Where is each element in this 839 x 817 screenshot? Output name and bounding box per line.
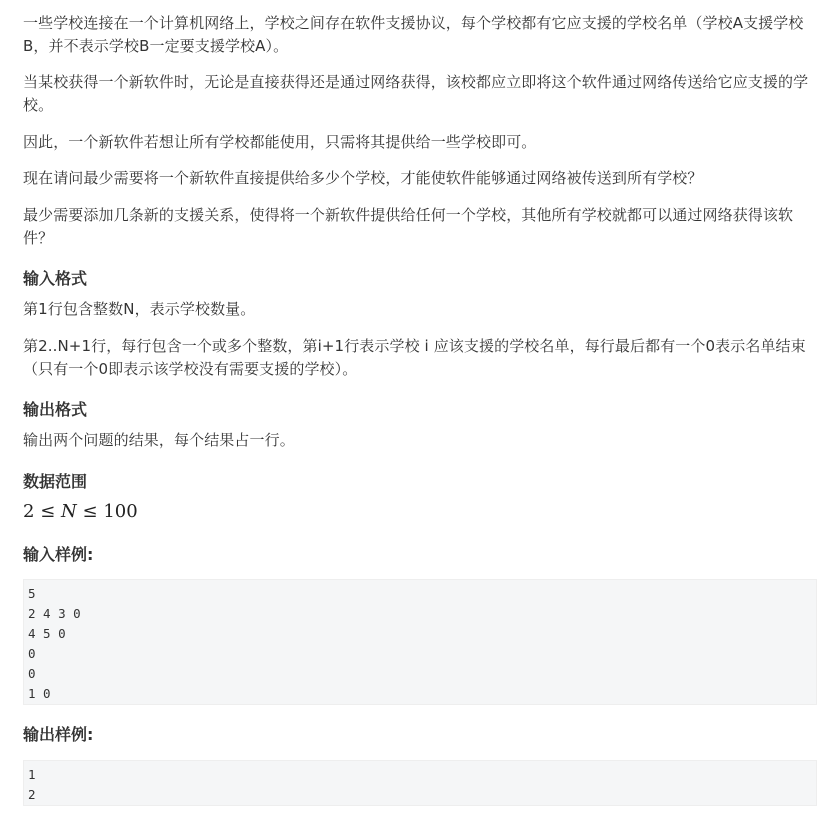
data-range-heading: 数据范围	[23, 472, 88, 491]
output-format-heading: 输出格式	[23, 400, 88, 419]
sample-output-heading: 输出样例:	[23, 725, 94, 744]
data-range-formula	[23, 499, 138, 525]
output-format-text: 输出两个问题的结果，每个结果占一行。	[23, 431, 295, 449]
range-high: 100	[103, 501, 138, 522]
range-variable: N	[61, 501, 77, 522]
range-low: 2	[23, 501, 35, 522]
range-op-2: ≤	[82, 501, 98, 522]
sample-output-line: 1	[28, 767, 36, 782]
sample-input-line: 2 4 3 0	[28, 606, 81, 621]
input-format-line-2: 第2..N+1行，每行包含一个或多个整数，第i+1行表示学校 i 应该支援的学校名单，每行最后都有一个0表示名单结束（只有一个0即表示该学校没有需要支援的学校）。	[23, 337, 806, 378]
sample-output-line: 2	[28, 787, 36, 802]
range-op-1: ≤	[40, 501, 56, 522]
sample-input-line: 5	[28, 586, 36, 601]
sample-input-line: 0	[28, 646, 36, 661]
description-paragraph-3: 因此，一个新软件若想让所有学校都能使用，只需将其提供给一些学校即可。	[23, 133, 537, 151]
input-format-heading: 输入格式	[23, 269, 88, 288]
sample-input-line: 4 5 0	[28, 626, 66, 641]
sample-input-heading: 输入样例:	[23, 545, 94, 564]
description-paragraph-2: 当某校获得一个新软件时，无论是直接获得还是通过网络获得，该校都应立即将这个软件通过网络传送给它应支援的学校。	[23, 73, 809, 114]
description-paragraph-4: 现在请问最少需要将一个新软件直接提供给多少个学校，才能使软件能够通过网络被传送到所有学校？	[23, 169, 703, 187]
description-paragraph-5: 最少需要添加几条新的支援关系，使得将一个新软件提供给任何一个学校，其他所有学校就都可以通过网络获得该软件？	[23, 206, 794, 247]
sample-input-code-block[interactable]	[23, 579, 817, 705]
sample-input-line: 0	[28, 666, 36, 681]
input-format-line-1: 第1行包含整数N，表示学校数量。	[23, 300, 256, 318]
sample-input-line: 1 0	[28, 686, 51, 701]
description-paragraph-1: 一些学校连接在一个计算机网络上，学校之间存在软件支援协议，每个学校都有它应支援的学校名单（学校A支援学校B，并不表示学校B一定要支援学校A）。	[23, 14, 804, 55]
sample-output-code-block[interactable]	[23, 760, 817, 806]
